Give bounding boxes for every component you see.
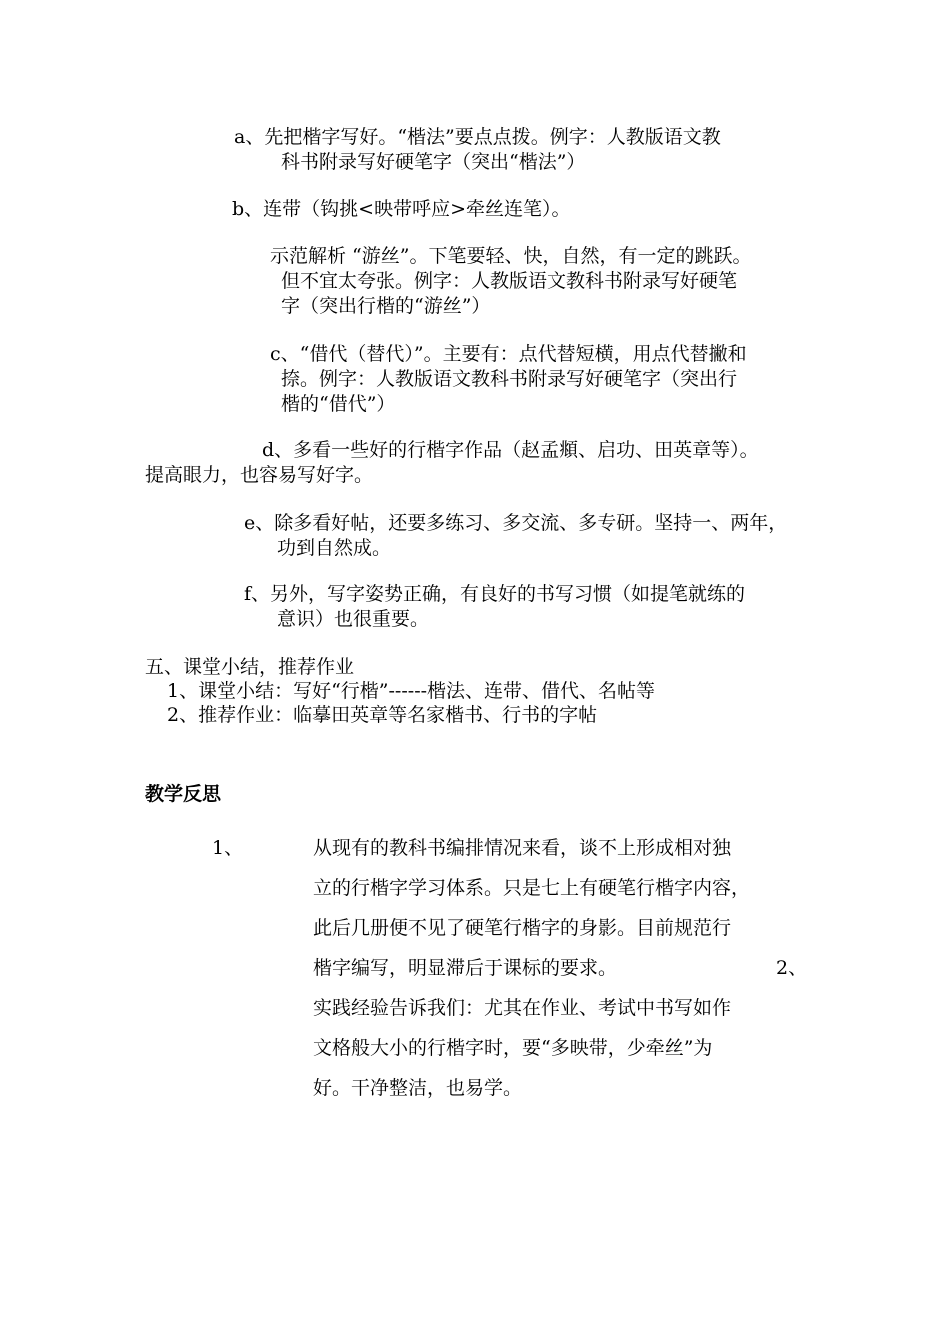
- demo-line-3: 字（突出行楷的“游丝”）: [281, 295, 491, 317]
- summary-item-2: 2、推荐作业：临摹田英章等名家楷书、行书的字帖: [167, 704, 598, 726]
- item-a-line-1: a、先把楷字写好。“楷法”要点点拨。例字：人教版语文教: [234, 126, 721, 148]
- item-b-line-1: b、连带（钩挑<映带呼应>牵丝连笔）。: [232, 198, 571, 220]
- item-c-line-1: c、“借代（替代）”。主要有：点代替短横，用点代替撇和: [270, 343, 747, 365]
- item-e-line-2: 功到自然成。: [277, 537, 392, 559]
- reflection-number-1: 1、: [212, 837, 244, 859]
- demo-line-1: 示范解析 “游丝”。下笔要轻、快，自然，有一定的跳跃。: [270, 245, 752, 267]
- summary-item-1: 1、课堂小结：写好“行楷”------楷法、连带、借代、名帖等: [167, 680, 656, 702]
- item-e-line-1: e、除多看好帖，还要多练习、多交流、多专研。坚持一、两年，: [244, 512, 788, 534]
- item-a-line-2: 科书附录写好硬笔字（突出“楷法”）: [281, 151, 586, 173]
- reflection-line-1: 从现有的教科书编排情况来看，谈不上形成相对独: [313, 837, 732, 859]
- item-c-line-3: 楷的“借代”）: [281, 393, 396, 415]
- item-c-line-2: 捺。例字：人教版语文教科书附录写好硬笔字（突出行: [281, 368, 738, 390]
- reflection-number-2: 2、: [776, 957, 808, 979]
- reflection-line-3: 此后几册便不见了硬笔行楷字的身影。目前规范行: [313, 917, 732, 939]
- item-f-line-2: 意识）也很重要。: [277, 608, 430, 630]
- reflection-line-7: 好。干净整洁，也易学。: [313, 1077, 523, 1099]
- item-d-line-1: d、多看一些好的行楷字作品（赵孟頫、启功、田英章等）。: [262, 439, 759, 461]
- item-f-line-1: f、另外，写字姿势正确，有良好的书写习惯（如提笔就练的: [244, 583, 746, 605]
- reflection-line-6: 文格般大小的行楷字时，要“多映带，少牵丝”为: [313, 1037, 713, 1059]
- reflection-line-2: 立的行楷字学习体系。只是七上有硬笔行楷字内容，: [313, 877, 751, 899]
- item-d-line-2: 提高眼力，也容易写好字。: [145, 464, 374, 486]
- demo-line-2: 但不宜太夸张。例字：人教版语文教科书附录写好硬笔: [281, 270, 738, 292]
- reflection-heading: 教学反思: [145, 783, 222, 805]
- reflection-line-4: 楷字编写，明显滞后于课标的要求。: [313, 957, 618, 979]
- reflection-line-5: 实践经验告诉我们：尤其在作业、考试中书写如作: [313, 997, 732, 1019]
- summary-title: 五、课堂小结，推荐作业: [145, 656, 355, 678]
